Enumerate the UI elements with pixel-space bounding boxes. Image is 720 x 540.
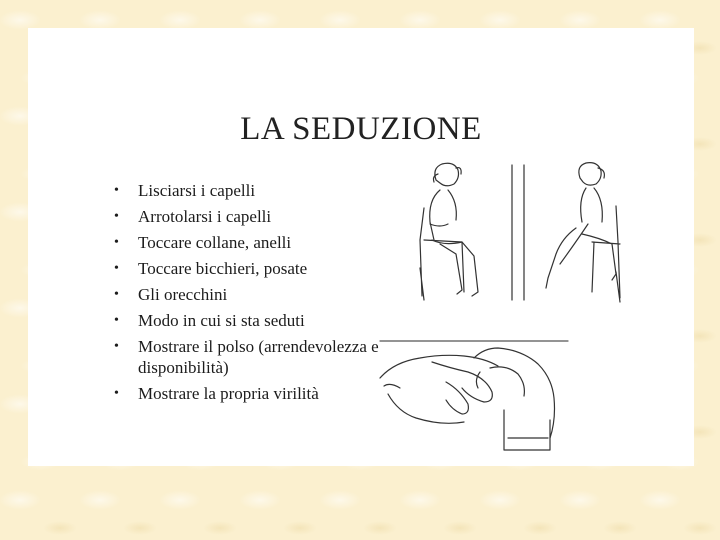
seated-woman-left-icon [420,163,478,300]
seated-woman-right-icon [546,163,620,302]
bullet-text: Modo in cui si sta seduti [138,311,305,330]
bullet-text: Mostrare il polso (arrendevolezza e disponibilità) [138,337,379,377]
bullet-icon: • [114,386,119,401]
illustration-panel [28,28,694,466]
bullet-text: Arrotolarsi i capelli [138,207,272,226]
bullet-text: Toccare bicchieri, posate [138,259,308,278]
bullet-text: Gli orecchini [138,285,228,304]
bullet-icon: • [114,339,119,354]
bullet-icon: • [114,313,119,328]
slide [28,28,694,466]
bullet-text: Toccare collane, anelli [138,233,292,252]
bullet-icon: • [114,183,119,198]
slide-title: LA SEDUZIONE [240,111,482,147]
divider-lines [380,165,568,341]
bullet-text: Lisciarsi i capelli [138,181,256,200]
bullet-icon: • [114,261,119,276]
bullet-icon: • [114,287,119,302]
bullet-icon: • [114,235,119,250]
hands-sketch-icon [380,348,555,450]
bullet-text: Mostrare la propria virilità [138,384,319,403]
bullet-icon: • [114,209,119,224]
